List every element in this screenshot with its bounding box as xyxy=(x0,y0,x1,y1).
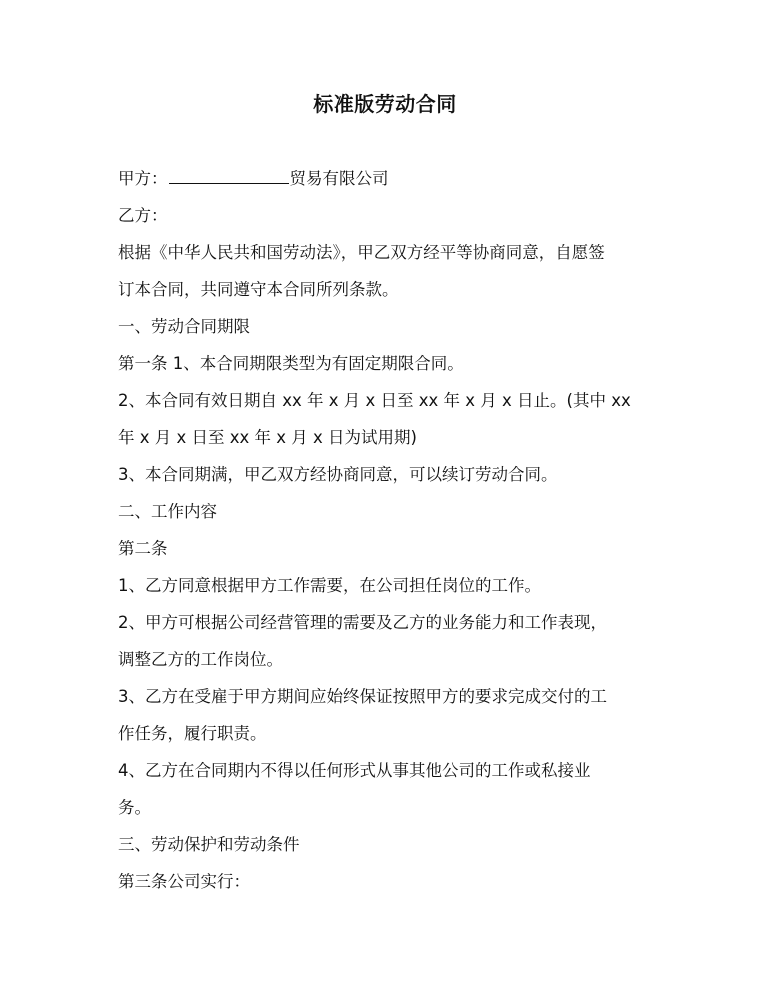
text-line: 第一条 1、本合同期限类型为有固定期限合同。 xyxy=(118,354,464,373)
party-a-label: 甲方： xyxy=(118,169,168,188)
text-line: 1、乙方同意根据甲方工作需要，在公司担任岗位的工作。 xyxy=(118,576,541,595)
party-b-line xyxy=(118,197,658,234)
text-line: 订本合同，共同遵守本合同所列条款。 xyxy=(118,280,399,299)
text-line: 2、本合同有效日期自 xx 年 x 月 x 日至 xx 年 x 月 x 日止。(其中 xx xyxy=(118,391,631,410)
text-line: 4、乙方在合同期内不得以任何形式从事其他公司的工作或私接业 xyxy=(118,761,591,780)
text-line: 2、甲方可根据公司经营管理的需要及乙方的业务能力和工作表现， xyxy=(118,613,607,632)
text-line: 第二条 xyxy=(118,539,168,558)
text-line: 3、本合同期满，甲乙双方经协商同意，可以续订劳动合同。 xyxy=(118,465,558,484)
document-title: 标准版劳动合同 xyxy=(313,92,457,116)
text-line: 务。 xyxy=(118,798,151,817)
text-line: 第三条公司实行： xyxy=(118,872,250,891)
section-heading: 三、劳动保护和劳动条件 xyxy=(118,835,300,854)
text-line: 3、乙方在受雇于甲方期间应始终保证按照甲方的要求完成交付的工 xyxy=(118,687,607,706)
contract-body xyxy=(118,160,658,900)
text-line: 调整乙方的工作岗位。 xyxy=(118,650,283,669)
party-b-label: 乙方： xyxy=(118,206,168,225)
text-line: 年 x 月 x 日至 xx 年 x 月 x 日为试用期) xyxy=(118,428,417,447)
section-heading: 二、工作内容 xyxy=(118,502,217,521)
section-heading: 一、劳动合同期限 xyxy=(118,317,250,336)
text-line: 根据《中华人民共和国劳动法》，甲乙双方经平等协商同意，自愿签 xyxy=(118,243,605,262)
party-a-line xyxy=(118,160,658,197)
party-a-suffix: 贸易有限公司 xyxy=(289,169,389,188)
party-a-blank-field xyxy=(169,166,289,184)
text-line: 作任务，履行职责。 xyxy=(118,724,267,743)
